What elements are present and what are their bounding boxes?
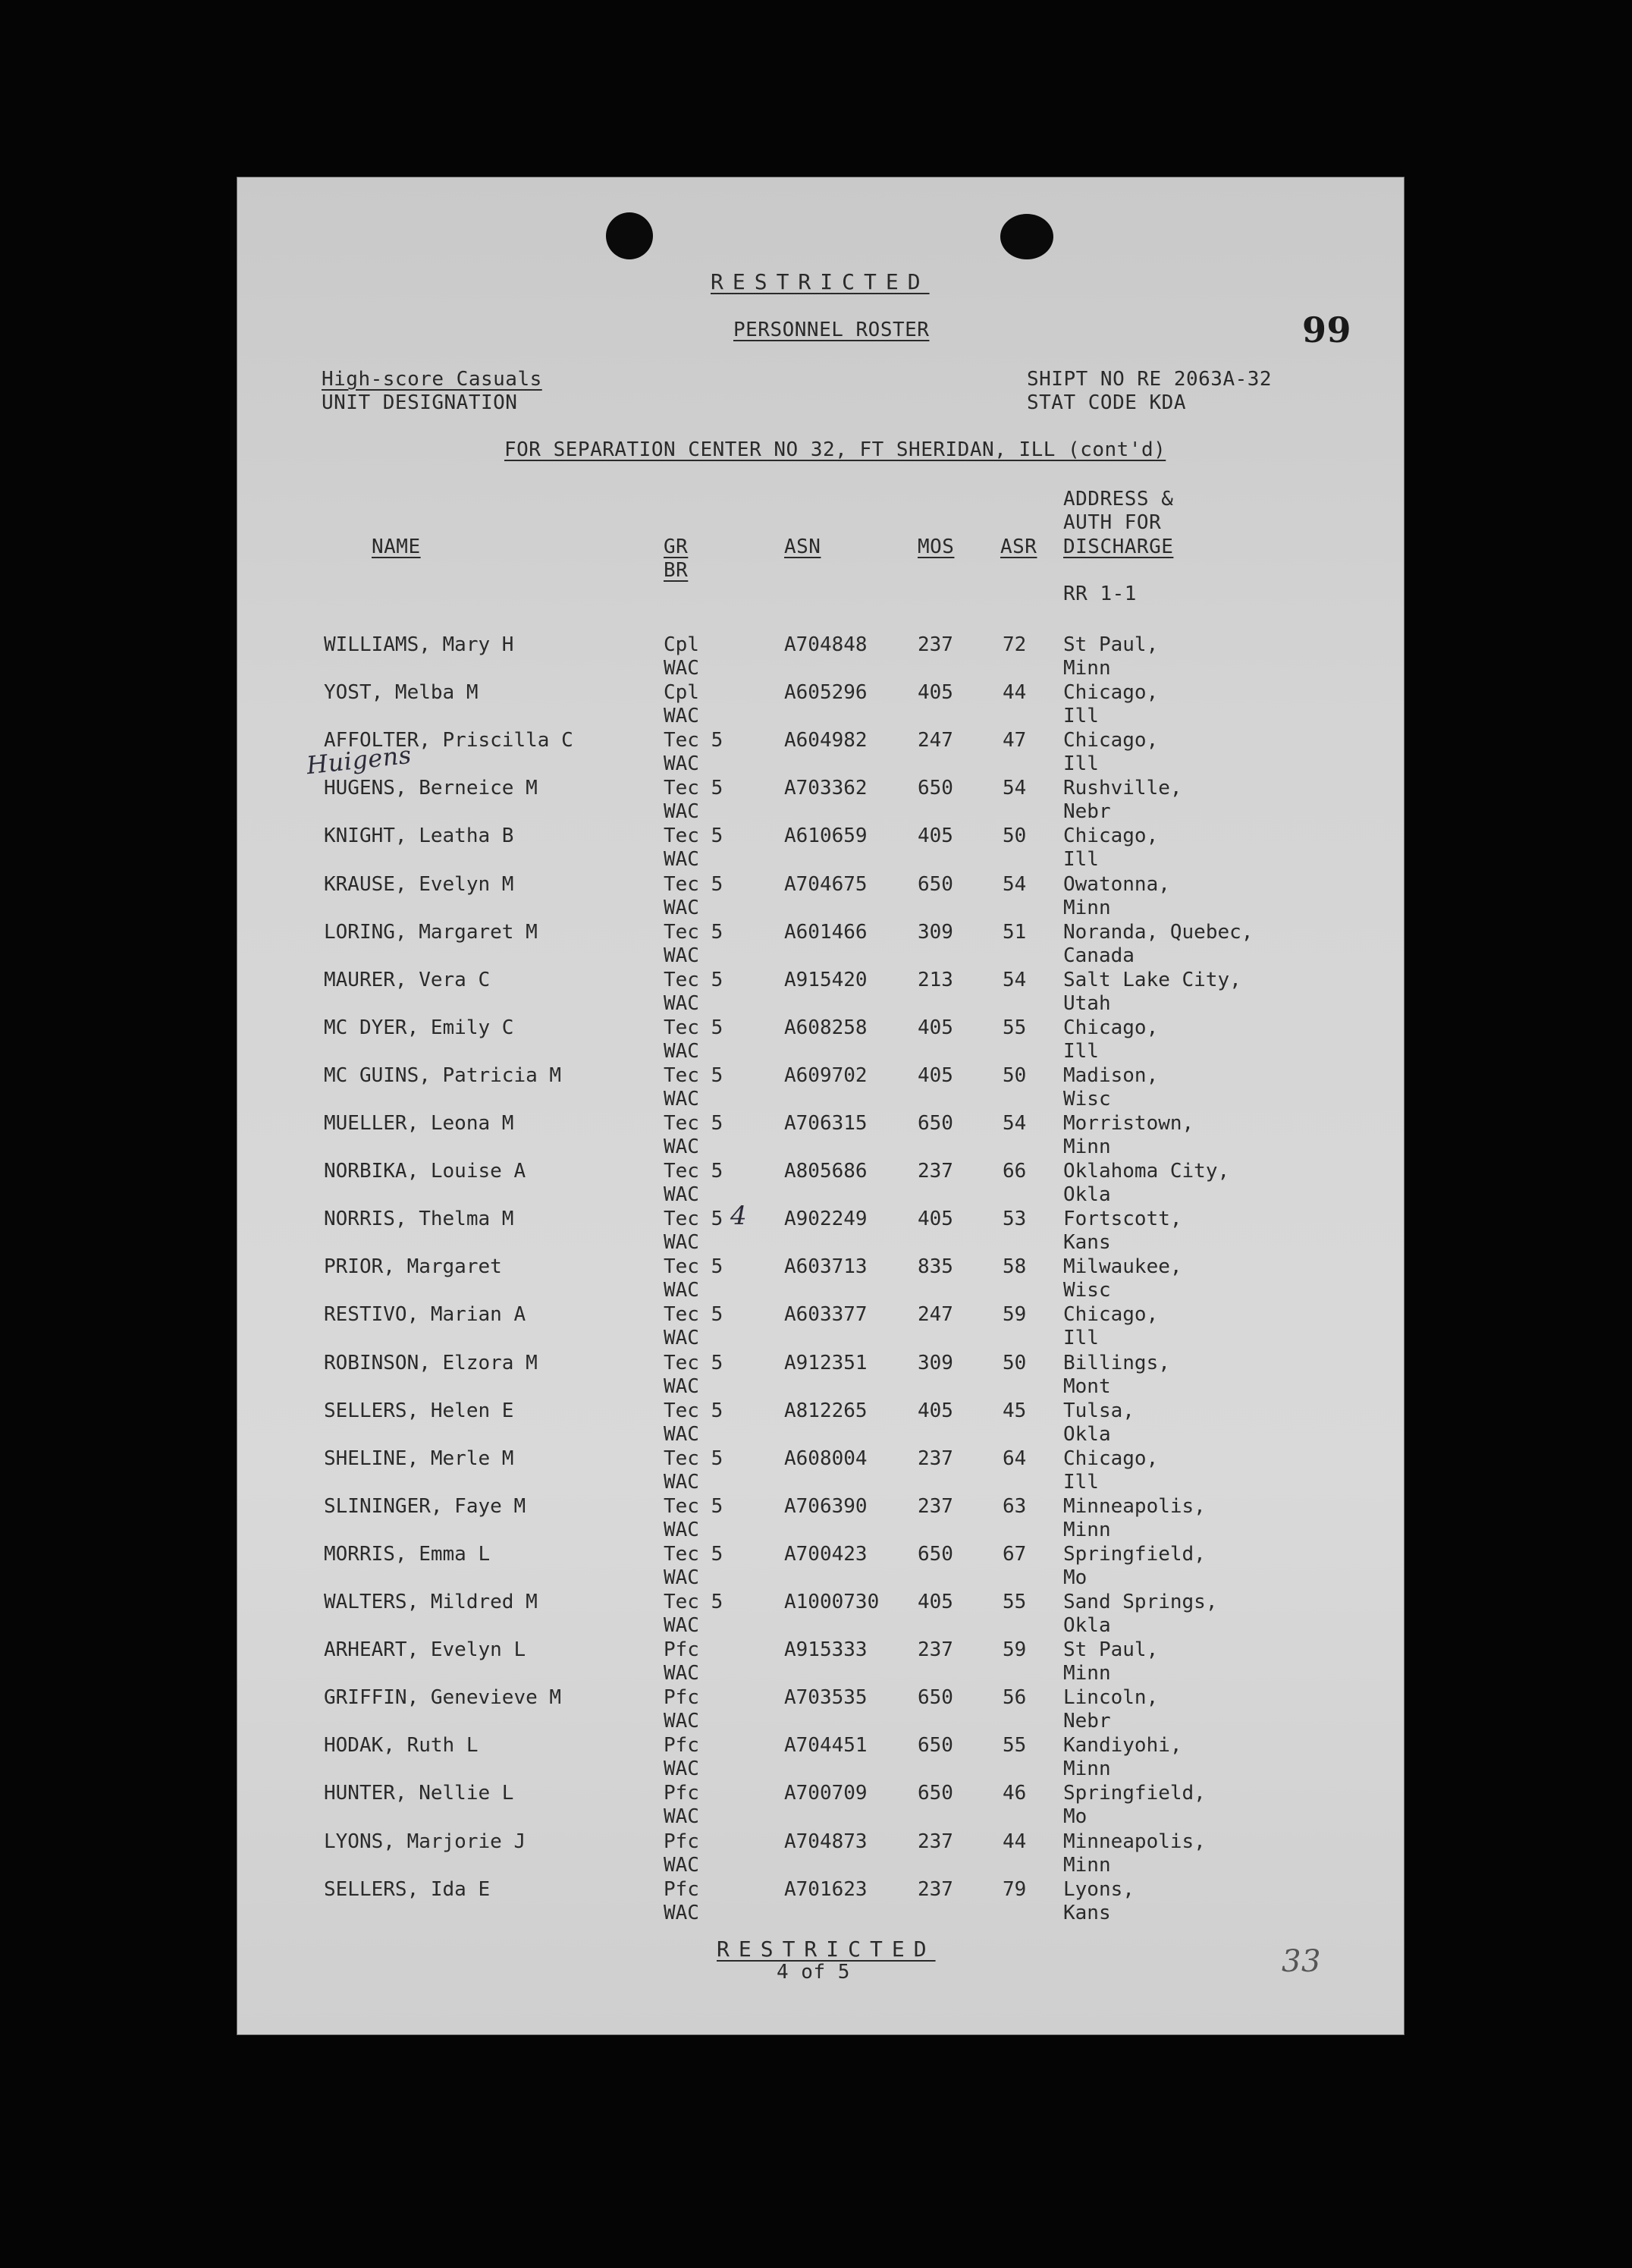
cell-name: HODAK, Ruth L: [324, 1734, 479, 1758]
cell-city: Minneapolis,: [1063, 1494, 1206, 1518]
cell-asn: A700423: [784, 1542, 868, 1566]
cell-asr: 54: [1003, 968, 1027, 991]
cell-asr: 50: [1003, 1063, 1027, 1087]
cell-state: Minn: [1063, 896, 1111, 919]
cell-branch: WAC: [664, 1422, 699, 1446]
header-name: NAME: [372, 536, 421, 558]
cell-asr: 54: [1003, 872, 1027, 896]
cell-mos: 405: [918, 1063, 953, 1087]
cell-asr: 45: [1003, 1399, 1027, 1422]
cell-grade: Pfc: [664, 1877, 699, 1901]
cell-state: Mo: [1063, 1566, 1087, 1589]
cell-city: Minneapolis,: [1063, 1830, 1206, 1853]
cell-branch: WAC: [664, 1566, 699, 1589]
cell-grade: Tec 5: [664, 920, 723, 944]
document-subtitle: FOR SEPARATION CENTER NO 32, FT SHERIDAN, ILL (cont'd): [504, 438, 1166, 461]
cell-mos: 213: [918, 968, 953, 991]
cell-state: Okla: [1063, 1614, 1111, 1637]
table-row: [237, 1591, 1404, 1638]
cell-asn: A902249: [784, 1208, 868, 1231]
cell-asn: A812265: [784, 1399, 868, 1422]
cell-mos: 405: [918, 1016, 953, 1039]
unit-label: UNIT DESIGNATION: [322, 391, 518, 414]
cell-grade: Tec 5: [664, 1591, 723, 1613]
cell-grade: Tec 5: [664, 1016, 723, 1039]
cell-name: LORING, Margaret M: [324, 920, 538, 944]
table-row: [237, 1878, 1404, 1926]
cell-asr: 54: [1003, 1112, 1027, 1135]
cell-branch: WAC: [664, 1470, 699, 1494]
table-row: [237, 681, 1404, 729]
table-row: [237, 1734, 1404, 1782]
cell-asr: 51: [1003, 920, 1027, 944]
cell-state: Kans: [1063, 1231, 1111, 1255]
cell-branch: WAC: [664, 1758, 699, 1781]
table-row: [237, 777, 1404, 825]
cell-grade: Tec 5: [664, 1542, 723, 1566]
cell-state: Ill: [1063, 752, 1099, 776]
cell-city: Billings,: [1063, 1351, 1170, 1374]
cell-name: SHELINE, Merle M: [324, 1447, 514, 1470]
cell-state: Ill: [1063, 705, 1099, 728]
table-row: [237, 729, 1404, 777]
cell-mos: 405: [918, 1399, 953, 1422]
cell-mos: 237: [918, 1160, 953, 1183]
cell-asn: A701623: [784, 1877, 868, 1901]
header-address-2: AUTH FOR: [1063, 511, 1162, 534]
cell-branch: WAC: [664, 1087, 699, 1110]
cell-asr: 59: [1003, 1303, 1027, 1327]
cell-mos: 405: [918, 1591, 953, 1613]
cell-asn: A704451: [784, 1734, 868, 1758]
cell-name: HUGENS, Berneice M: [324, 777, 538, 800]
cell-grade: Tec 5: [664, 1208, 723, 1231]
cell-branch: WAC: [664, 1853, 699, 1877]
table-row: [237, 1830, 1404, 1878]
cell-mos: 237: [918, 1447, 953, 1470]
cell-asr: 59: [1003, 1638, 1027, 1662]
cell-name: LYONS, Marjorie J: [324, 1830, 526, 1853]
cell-asn: A605296: [784, 681, 868, 705]
cell-asn: A915333: [784, 1638, 868, 1662]
cell-branch: WAC: [664, 991, 699, 1015]
cell-branch: WAC: [664, 1614, 699, 1637]
header-branch: BR: [664, 559, 689, 582]
cell-asr: 58: [1003, 1255, 1027, 1279]
classification-top: RESTRICTED: [711, 269, 930, 294]
cell-branch: WAC: [664, 1374, 699, 1398]
cell-asn: A703362: [784, 777, 868, 800]
cell-name: NORBIKA, Louise A: [324, 1160, 526, 1183]
cell-state: Wisc: [1063, 1087, 1111, 1110]
cell-branch: WAC: [664, 1279, 699, 1302]
cell-name: WILLIAMS, Mary H: [324, 633, 514, 656]
table-row: [237, 1399, 1404, 1447]
cell-grade: Tec 5: [664, 1112, 723, 1135]
cell-grade: Tec 5: [664, 872, 723, 896]
cell-asr: 66: [1003, 1160, 1027, 1183]
cell-city: Fortscott,: [1063, 1208, 1182, 1231]
document-title: PERSONNEL ROSTER: [733, 319, 930, 341]
header-auth: RR 1-1: [1063, 583, 1137, 605]
cell-grade: Tec 5: [664, 729, 723, 752]
cell-grade: Pfc: [664, 1830, 699, 1853]
table-row: [237, 1064, 1404, 1112]
handwritten-note-4: 4: [730, 1201, 748, 1231]
cell-city: Chicago,: [1063, 729, 1159, 752]
cell-state: Canada: [1063, 944, 1135, 967]
cell-asr: 55: [1003, 1016, 1027, 1039]
cell-state: Minn: [1063, 657, 1111, 680]
cell-asr: 50: [1003, 825, 1027, 848]
cell-branch: WAC: [664, 1183, 699, 1207]
cell-city: Madison,: [1063, 1063, 1159, 1087]
cell-city: Morristown,: [1063, 1112, 1194, 1135]
cell-mos: 405: [918, 825, 953, 848]
cell-city: Chicago,: [1063, 825, 1159, 848]
cell-asn: A700709: [784, 1782, 868, 1805]
cell-grade: Tec 5: [664, 1255, 723, 1279]
cell-grade: Tec 5: [664, 1303, 723, 1327]
cell-asn: A603713: [784, 1255, 868, 1279]
cell-asn: A604982: [784, 729, 868, 752]
cell-grade: Tec 5: [664, 1447, 723, 1470]
table-row: [237, 1208, 1404, 1255]
cell-city: Lincoln,: [1063, 1686, 1159, 1710]
cell-city: St Paul,: [1063, 1638, 1159, 1662]
cell-asr: 63: [1003, 1494, 1027, 1518]
header-asn: ASN: [784, 536, 821, 558]
cell-mos: 237: [918, 633, 953, 656]
table-row: [237, 1160, 1404, 1208]
cell-asr: 79: [1003, 1877, 1027, 1901]
cell-branch: WAC: [664, 1039, 699, 1063]
cell-branch: WAC: [664, 1662, 699, 1685]
punch-hole-left: [606, 212, 653, 259]
cell-name: HUNTER, Nellie L: [324, 1782, 514, 1805]
cell-grade: Pfc: [664, 1638, 699, 1662]
cell-grade: Tec 5: [664, 777, 723, 800]
table-row: [237, 1686, 1404, 1734]
cell-asr: 47: [1003, 729, 1027, 752]
cell-branch: WAC: [664, 705, 699, 728]
cell-branch: WAC: [664, 800, 699, 824]
cell-city: Chicago,: [1063, 1447, 1159, 1470]
unit-name: High-score Casuals: [322, 368, 542, 391]
cell-grade: Cpl: [664, 681, 699, 705]
cell-state: Minn: [1063, 1758, 1111, 1781]
cell-asn: A608004: [784, 1447, 868, 1470]
cell-state: Utah: [1063, 991, 1111, 1015]
cell-mos: 237: [918, 1877, 953, 1901]
cell-branch: WAC: [664, 1901, 699, 1924]
cell-mos: 309: [918, 920, 953, 944]
cell-grade: Tec 5: [664, 1160, 723, 1183]
cell-mos: 405: [918, 1208, 953, 1231]
cell-grade: Pfc: [664, 1734, 699, 1758]
cell-asr: 67: [1003, 1542, 1027, 1566]
header-grade: GR: [664, 536, 689, 558]
cell-asr: 64: [1003, 1447, 1027, 1470]
cell-asn: A805686: [784, 1160, 868, 1183]
cell-asr: 55: [1003, 1734, 1027, 1758]
cell-name: MC GUINS, Patricia M: [324, 1063, 562, 1087]
cell-state: Wisc: [1063, 1279, 1111, 1302]
cell-asr: 72: [1003, 633, 1027, 656]
cell-name: ARHEART, Evelyn L: [324, 1638, 526, 1662]
cell-state: Minn: [1063, 1518, 1111, 1541]
cell-city: Chicago,: [1063, 1016, 1159, 1039]
classification-bottom: RESTRICTED: [717, 1937, 936, 1962]
cell-city: Lyons,: [1063, 1877, 1135, 1901]
cell-asr: 53: [1003, 1208, 1027, 1231]
cell-state: Okla: [1063, 1183, 1111, 1207]
cell-city: Oklahoma City,: [1063, 1160, 1230, 1183]
header-address-3: DISCHARGE: [1063, 536, 1174, 558]
cell-asn: A915420: [784, 968, 868, 991]
cell-mos: 650: [918, 1782, 953, 1805]
handwritten-correction: Huigens: [305, 740, 413, 781]
cell-asn: A610659: [784, 825, 868, 848]
cell-mos: 237: [918, 1494, 953, 1518]
cell-state: Ill: [1063, 1327, 1099, 1350]
cell-asn: A704675: [784, 872, 868, 896]
cell-grade: Tec 5: [664, 968, 723, 991]
table-row: [237, 969, 1404, 1016]
cell-state: Mo: [1063, 1805, 1087, 1829]
cell-state: Ill: [1063, 848, 1099, 872]
cell-name: NORRIS, Thelma M: [324, 1208, 514, 1231]
cell-branch: WAC: [664, 657, 699, 680]
cell-state: Ill: [1063, 1039, 1099, 1063]
cell-branch: WAC: [664, 1710, 699, 1733]
cell-city: Salt Lake City,: [1063, 968, 1241, 991]
cell-name: MUELLER, Leona M: [324, 1112, 514, 1135]
cell-branch: WAC: [664, 1231, 699, 1255]
cell-city: Owatonna,: [1063, 872, 1170, 896]
roster-page: [237, 177, 1404, 2035]
cell-name: SELLERS, Ida E: [324, 1877, 491, 1901]
cell-branch: WAC: [664, 1805, 699, 1829]
cell-city: Tulsa,: [1063, 1399, 1135, 1422]
cell-branch: WAC: [664, 752, 699, 776]
cell-mos: 650: [918, 872, 953, 896]
cell-name: YOST, Melba M: [324, 681, 479, 705]
cell-mos: 650: [918, 1542, 953, 1566]
cell-name: WALTERS, Mildred M: [324, 1591, 538, 1613]
cell-name: MORRIS, Emma L: [324, 1542, 491, 1566]
cell-asr: 55: [1003, 1591, 1027, 1613]
table-row: [237, 1016, 1404, 1064]
cell-asn: A609702: [784, 1063, 868, 1087]
table-row: [237, 873, 1404, 921]
cell-asn: A703535: [784, 1686, 868, 1710]
page-of: 4 of 5: [777, 1961, 850, 1984]
cell-name: KRAUSE, Evelyn M: [324, 872, 514, 896]
cell-state: Kans: [1063, 1901, 1111, 1924]
table-row: [237, 1447, 1404, 1495]
cell-branch: WAC: [664, 1327, 699, 1350]
cell-asr: 44: [1003, 681, 1027, 705]
cell-state: Minn: [1063, 1853, 1111, 1877]
cell-asn: A704848: [784, 633, 868, 656]
table-row: [237, 1782, 1404, 1830]
cell-asr: 50: [1003, 1351, 1027, 1374]
cell-branch: WAC: [664, 1136, 699, 1158]
cell-grade: Tec 5: [664, 1494, 723, 1518]
cell-name: PRIOR, Margaret: [324, 1255, 502, 1279]
cell-state: Minn: [1063, 1136, 1111, 1158]
cell-mos: 237: [918, 1638, 953, 1662]
cell-asr: 44: [1003, 1830, 1027, 1853]
cell-mos: 650: [918, 777, 953, 800]
cell-mos: 650: [918, 1686, 953, 1710]
cell-city: Noranda, Quebec,: [1063, 920, 1254, 944]
cell-city: St Paul,: [1063, 633, 1159, 656]
table-row: [237, 1543, 1404, 1591]
cell-grade: Tec 5: [664, 1399, 723, 1422]
cell-city: Springfield,: [1063, 1782, 1206, 1805]
cell-branch: WAC: [664, 848, 699, 872]
cell-mos: 835: [918, 1255, 953, 1279]
shipment-number: SHIPT NO RE 2063A-32: [1027, 368, 1273, 391]
cell-branch: WAC: [664, 1518, 699, 1541]
cell-mos: 237: [918, 1830, 953, 1853]
cell-state: Minn: [1063, 1662, 1111, 1685]
cell-name: MAURER, Vera C: [324, 968, 491, 991]
cell-grade: Tec 5: [664, 1351, 723, 1374]
cell-asn: A706315: [784, 1112, 868, 1135]
cell-grade: Tec 5: [664, 1063, 723, 1087]
cell-city: Kandiyohi,: [1063, 1734, 1182, 1758]
cell-state: Ill: [1063, 1470, 1099, 1494]
cell-mos: 650: [918, 1734, 953, 1758]
cell-mos: 309: [918, 1351, 953, 1374]
cell-grade: Cpl: [664, 633, 699, 656]
cell-city: Sand Springs,: [1063, 1591, 1218, 1613]
cell-asn: A1000730: [784, 1591, 880, 1613]
cell-mos: 247: [918, 729, 953, 752]
cell-asr: 56: [1003, 1686, 1027, 1710]
table-row: [237, 1495, 1404, 1543]
table-row: [237, 1352, 1404, 1399]
table-row: [237, 1303, 1404, 1351]
cell-state: Mont: [1063, 1374, 1111, 1398]
cell-city: Milwaukee,: [1063, 1255, 1182, 1279]
cell-name: SLININGER, Faye M: [324, 1494, 526, 1518]
cell-name: RESTIVO, Marian A: [324, 1303, 526, 1327]
stat-code: STAT CODE KDA: [1027, 391, 1186, 414]
cell-asn: A912351: [784, 1351, 868, 1374]
cell-mos: 247: [918, 1303, 953, 1327]
header-asr: ASR: [1000, 536, 1037, 558]
cell-mos: 405: [918, 681, 953, 705]
table-row: [237, 633, 1404, 681]
cell-city: Chicago,: [1063, 681, 1159, 705]
cell-asn: A704873: [784, 1830, 868, 1853]
cell-asn: A601466: [784, 920, 868, 944]
handwritten-corner: 33: [1282, 1944, 1321, 1979]
cell-state: Nebr: [1063, 800, 1111, 824]
cell-name: KNIGHT, Leatha B: [324, 825, 514, 848]
cell-asn: A603377: [784, 1303, 868, 1327]
cell-state: Nebr: [1063, 1710, 1111, 1733]
cell-asn: A608258: [784, 1016, 868, 1039]
table-row: [237, 1112, 1404, 1160]
cell-name: SELLERS, Helen E: [324, 1399, 514, 1422]
cell-grade: Pfc: [664, 1782, 699, 1805]
cell-asr: 54: [1003, 777, 1027, 800]
cell-city: Rushville,: [1063, 777, 1182, 800]
table-row: [237, 825, 1404, 872]
cell-asn: A706390: [784, 1494, 868, 1518]
cell-city: Springfield,: [1063, 1542, 1206, 1566]
cell-name: GRIFFIN, Genevieve M: [324, 1686, 562, 1710]
header-address-1: ADDRESS &: [1063, 488, 1174, 510]
cell-grade: Tec 5: [664, 825, 723, 848]
page-number: 99: [1302, 309, 1352, 350]
cell-name: AFFOLTER, Priscilla C: [324, 729, 573, 752]
table-row: [237, 921, 1404, 969]
cell-branch: WAC: [664, 944, 699, 967]
punch-hole-right: [1000, 214, 1053, 259]
header-mos: MOS: [918, 536, 955, 558]
cell-state: Okla: [1063, 1422, 1111, 1446]
cell-city: Chicago,: [1063, 1303, 1159, 1327]
cell-name: ROBINSON, Elzora M: [324, 1351, 538, 1374]
cell-mos: 650: [918, 1112, 953, 1135]
table-row: [237, 1638, 1404, 1686]
cell-asr: 46: [1003, 1782, 1027, 1805]
cell-branch: WAC: [664, 896, 699, 919]
cell-grade: Pfc: [664, 1686, 699, 1710]
table-row: [237, 1255, 1404, 1303]
cell-name: MC DYER, Emily C: [324, 1016, 514, 1039]
